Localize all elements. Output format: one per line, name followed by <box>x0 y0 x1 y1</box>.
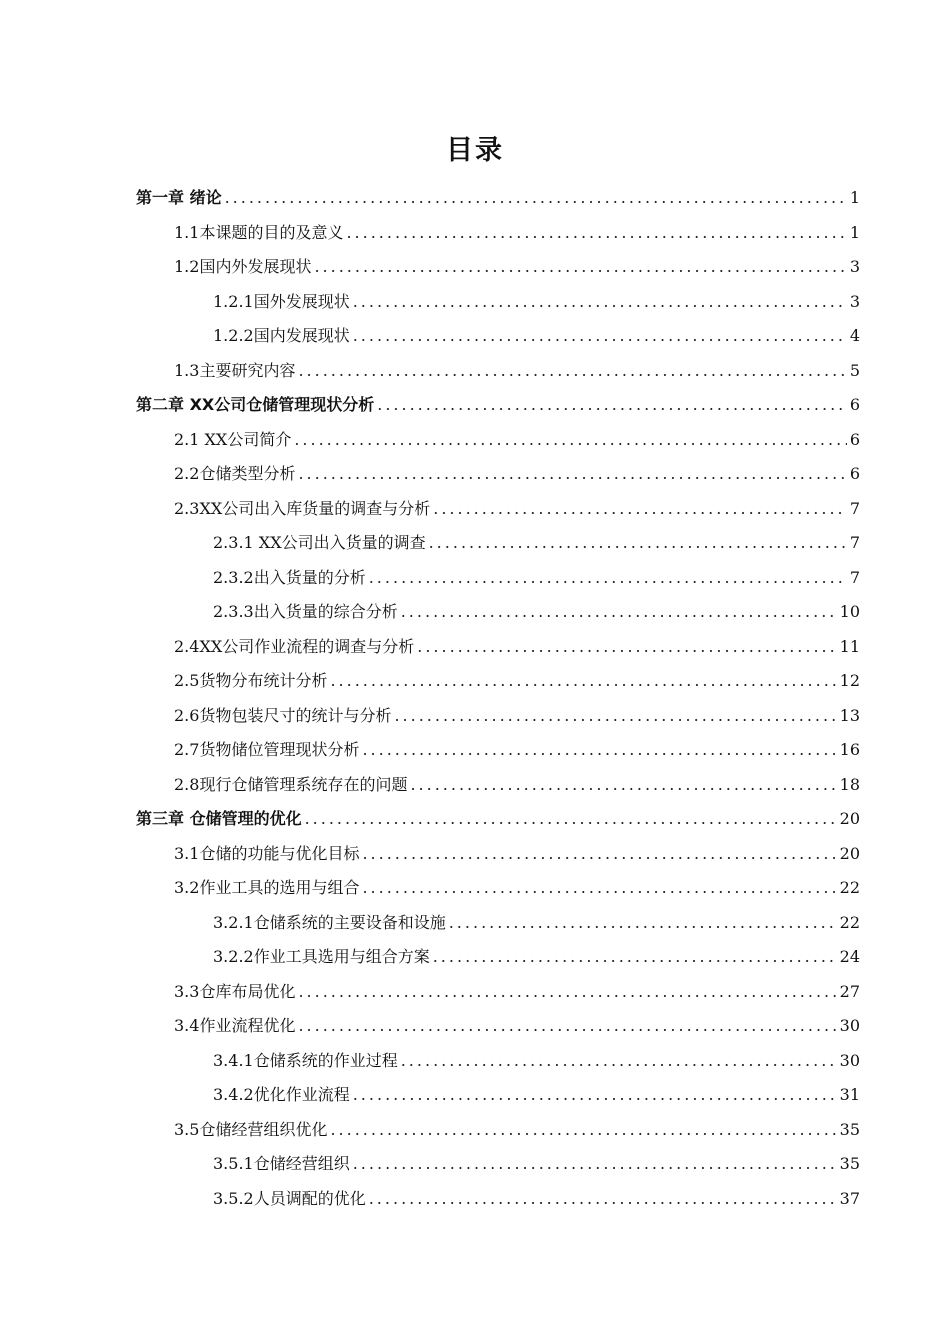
toc-entry[interactable] <box>136 944 860 979</box>
toc-entry-page-number: 7 <box>849 533 860 552</box>
toc-entry-label: 第一章 绪论 <box>136 188 222 207</box>
toc-entry[interactable] <box>136 254 860 289</box>
dot-leader <box>410 775 836 794</box>
toc-entry[interactable] <box>136 806 860 841</box>
toc-entry[interactable] <box>136 599 860 634</box>
dot-leader <box>417 637 836 656</box>
toc-entry-page-number: 22 <box>839 912 860 932</box>
toc-entry[interactable] <box>136 1151 860 1186</box>
toc-entry[interactable] <box>136 565 860 600</box>
toc-entry-page-number: 22 <box>839 878 860 897</box>
toc-entry-page-number: 5 <box>849 360 860 380</box>
toc-entry-page-number: 3 <box>849 257 860 276</box>
toc-entry-page-number: 18 <box>839 774 860 794</box>
toc-entry[interactable] <box>136 220 860 255</box>
toc-entry[interactable] <box>136 530 860 565</box>
toc-entry-label: 1.2国内外发展现状 <box>174 257 312 276</box>
dot-leader <box>353 292 847 311</box>
toc-entry[interactable] <box>136 841 860 876</box>
toc-entry-page-number: 10 <box>839 602 860 621</box>
toc-entry-label: 3.4.2优化作业流程 <box>213 1085 350 1104</box>
toc-entry-label: 1.2.2国内发展现状 <box>213 326 350 345</box>
dot-leader <box>433 947 837 966</box>
toc-entry-label: 2.7货物储位管理现状分析 <box>174 740 360 759</box>
toc-entry[interactable] <box>136 289 860 324</box>
toc-entry-label: 2.4XX公司作业流程的调查与分析 <box>174 636 415 656</box>
toc-entry-page-number: 1 <box>849 222 860 242</box>
toc-entry[interactable] <box>136 737 860 772</box>
dot-leader <box>305 809 837 828</box>
dot-leader <box>401 1051 837 1070</box>
toc-entry-page-number: 35 <box>839 1154 860 1173</box>
toc-entry-label: 3.5.1仓储经营组织 <box>213 1154 350 1173</box>
toc-entry-page-number: 35 <box>839 1119 860 1139</box>
dot-leader <box>314 257 846 276</box>
dot-leader <box>298 464 846 483</box>
toc-entry-page-number: 30 <box>839 1016 860 1035</box>
toc-entry[interactable] <box>136 668 860 703</box>
table-of-contents <box>136 185 860 1220</box>
toc-entry-label: 1.3主要研究内容 <box>174 360 296 380</box>
toc-entry[interactable] <box>136 910 860 945</box>
toc-entry-page-number: 4 <box>849 326 860 345</box>
dot-leader <box>353 326 847 345</box>
dot-leader <box>433 499 847 518</box>
toc-entry[interactable] <box>136 1082 860 1117</box>
toc-entry-label: 3.2.1仓储系统的主要设备和设施 <box>213 912 446 932</box>
toc-entry-page-number: 24 <box>839 947 860 966</box>
toc-entry-label: 3.2作业工具的选用与组合 <box>174 878 360 897</box>
toc-entry-label: 2.8现行仓储管理系统存在的问题 <box>174 774 408 794</box>
dot-leader <box>330 671 836 690</box>
toc-entry[interactable] <box>136 1048 860 1083</box>
toc-entry-label: 1.2.1国外发展现状 <box>213 291 350 311</box>
toc-entry-label: 2.2仓储类型分析 <box>174 464 296 483</box>
page-title: 目录 <box>446 135 504 166</box>
toc-entry-label: 2.3.1 XX公司出入货量的调查 <box>213 533 426 552</box>
toc-entry-label: 2.5货物分布统计分析 <box>174 671 328 690</box>
toc-entry[interactable] <box>136 392 860 427</box>
toc-entry[interactable] <box>136 427 860 462</box>
toc-entry-page-number: 31 <box>839 1085 860 1104</box>
toc-entry-label: 第二章 XX公司仓储管理现状分析 <box>136 395 375 414</box>
toc-entry-label: 2.3XX公司出入库货量的调查与分析 <box>174 498 431 518</box>
dot-leader <box>225 188 847 207</box>
dot-leader <box>294 430 846 449</box>
toc-entry-label: 3.3仓库布局优化 <box>174 981 296 1001</box>
toc-entry-page-number: 12 <box>839 671 860 690</box>
toc-entry-page-number: 20 <box>839 843 860 863</box>
toc-entry-page-number: 37 <box>839 1188 860 1208</box>
dot-leader <box>298 1016 836 1035</box>
toc-entry-label: 2.1 XX公司简介 <box>174 429 292 449</box>
toc-entry-page-number: 13 <box>839 705 860 725</box>
toc-entry-page-number: 7 <box>849 567 860 587</box>
dot-leader <box>298 982 836 1001</box>
toc-entry-page-number: 30 <box>839 1050 860 1070</box>
toc-entry-label: 3.4作业流程优化 <box>174 1016 296 1035</box>
toc-entry-label: 3.5仓储经营组织优化 <box>174 1119 328 1139</box>
toc-entry[interactable] <box>136 185 860 220</box>
dot-leader <box>362 844 836 863</box>
toc-entry[interactable] <box>136 979 860 1014</box>
toc-entry-page-number: 7 <box>849 498 860 518</box>
toc-entry-page-number: 16 <box>839 740 860 759</box>
toc-entry-label: 1.1本课题的目的及意义 <box>174 222 344 242</box>
dot-leader <box>429 533 847 552</box>
toc-entry-page-number: 11 <box>839 636 860 656</box>
dot-leader <box>353 1154 837 1173</box>
toc-entry-label: 3.5.2人员调配的优化 <box>213 1188 366 1208</box>
toc-entry[interactable] <box>136 703 860 738</box>
toc-entry[interactable] <box>136 1186 860 1221</box>
dot-leader <box>394 706 836 725</box>
toc-entry[interactable] <box>136 1013 860 1048</box>
toc-entry[interactable] <box>136 323 860 358</box>
toc-entry[interactable] <box>136 461 860 496</box>
toc-entry[interactable] <box>136 1117 860 1152</box>
dot-leader <box>377 395 847 414</box>
dot-leader <box>369 568 847 587</box>
dot-leader <box>449 913 837 932</box>
dot-leader <box>369 1189 837 1208</box>
toc-entry-label: 2.3.2出入货量的分析 <box>213 567 366 587</box>
dot-leader <box>353 1085 837 1104</box>
toc-entry-label: 3.1仓储的功能与优化目标 <box>174 843 360 863</box>
dot-leader <box>401 602 837 621</box>
dot-leader <box>298 361 846 380</box>
toc-entry[interactable] <box>136 875 860 910</box>
toc-entry-label: 3.2.2作业工具选用与组合方案 <box>213 947 430 966</box>
dot-leader <box>362 878 836 897</box>
toc-entry-page-number: 6 <box>849 429 860 449</box>
toc-entry-page-number: 1 <box>849 188 860 207</box>
toc-entry[interactable] <box>136 358 860 393</box>
toc-entry[interactable] <box>136 634 860 669</box>
toc-entry-label: 2.3.3出入货量的综合分析 <box>213 602 398 621</box>
toc-entry-label: 3.4.1仓储系统的作业过程 <box>213 1050 398 1070</box>
toc-entry-page-number: 27 <box>839 981 860 1001</box>
toc-entry-page-number: 3 <box>849 291 860 311</box>
dot-leader <box>330 1120 836 1139</box>
dot-leader <box>346 223 846 242</box>
toc-entry-page-number: 6 <box>849 464 860 483</box>
toc-entry-label: 2.6货物包装尺寸的统计与分析 <box>174 705 392 725</box>
toc-entry[interactable] <box>136 496 860 531</box>
toc-entry-label: 第三章 仓储管理的优化 <box>136 809 302 828</box>
toc-entry[interactable] <box>136 772 860 807</box>
toc-entry-page-number: 20 <box>839 809 860 828</box>
toc-entry-page-number: 6 <box>849 395 860 414</box>
dot-leader <box>362 740 836 759</box>
